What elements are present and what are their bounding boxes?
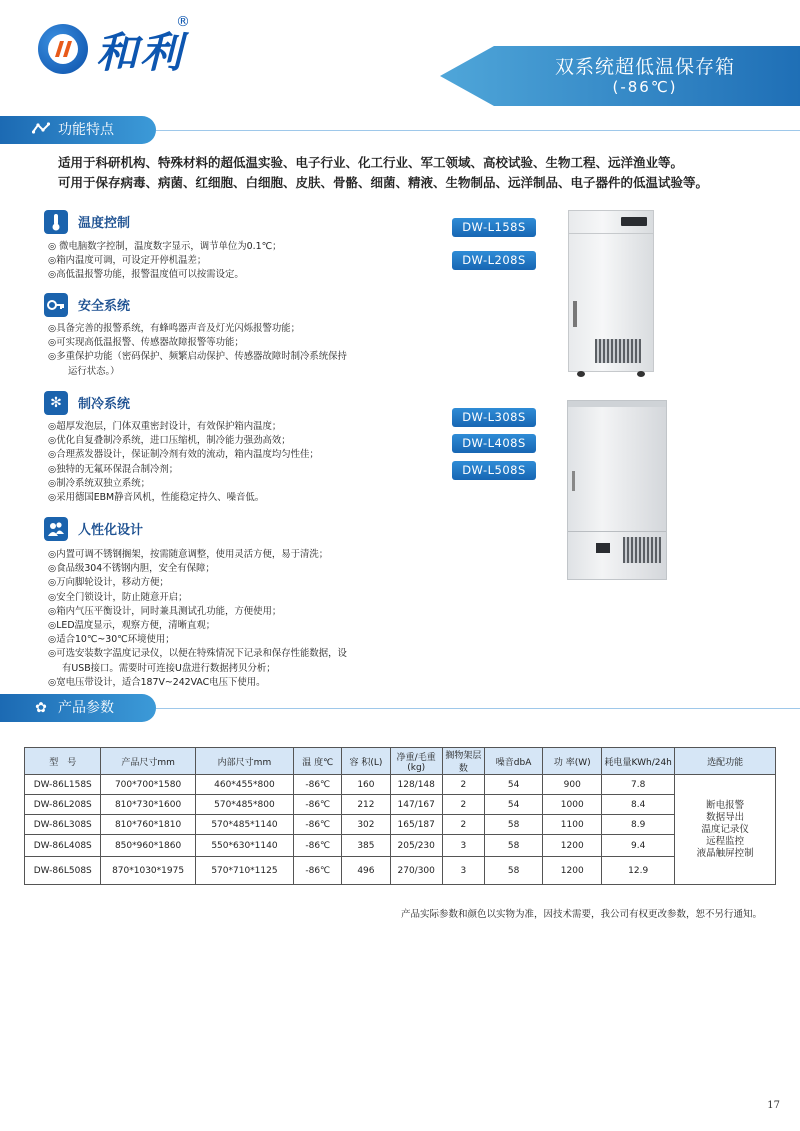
table-cell: -86℃ <box>294 815 342 835</box>
table-cell: 160 <box>342 775 390 795</box>
snowflake-icon: ✻ <box>44 391 68 415</box>
features-icon <box>30 116 52 144</box>
column-header: 内部尺寸mm <box>195 748 293 775</box>
table-cell: 2 <box>442 775 484 795</box>
model-tag: DW-L408S <box>452 434 536 453</box>
table-cell: 1000 <box>543 795 602 815</box>
table-header-row <box>25 748 776 775</box>
section-divider <box>156 708 800 709</box>
table-cell: 385 <box>342 835 390 857</box>
table-cell: 1100 <box>543 815 602 835</box>
table-cell: 570*710*1125 <box>195 857 293 885</box>
table-cell: 58 <box>484 815 543 835</box>
feature-safety-list <box>48 322 347 379</box>
table-cell: 205/230 <box>390 835 442 857</box>
table-cell: DW-86L308S <box>25 815 101 835</box>
section-features-header <box>0 116 156 144</box>
model-tag: DW-L208S <box>452 251 536 270</box>
list-item: ◎箱内气压平衡设计，同时兼具测试孔功能，方便使用； <box>48 605 282 617</box>
column-header: 耗电量KWh/24h <box>602 748 675 775</box>
feature-cooling-list <box>48 420 319 505</box>
users-icon <box>44 517 68 541</box>
list-item: ◎宽电压带设计，适合187V~242VAC电压下使用。 <box>48 676 266 688</box>
list-item: ◎优化自复叠制冷系统，进口压缩机，制冷能力强劲高效； <box>48 435 291 447</box>
list-item: ◎采用德国EBM静音风机，性能稳定持久、噪音低。 <box>48 492 265 504</box>
brand-logo-text: 和利 <box>96 28 185 77</box>
registered-mark: ® <box>176 14 190 30</box>
table-cell: -86℃ <box>294 795 342 815</box>
table-cell: 496 <box>342 857 390 885</box>
table-cell: -86℃ <box>294 835 342 857</box>
params-table <box>24 747 776 885</box>
page-subtitle: (-86℃) <box>612 78 678 96</box>
list-item: ◎适合10℃~30℃环境使用； <box>48 634 175 646</box>
column-header: 噪音dbA <box>484 748 543 775</box>
table-cell: 810*730*1600 <box>101 795 195 815</box>
table-cell: 570*485*1140 <box>195 815 293 835</box>
options-cell <box>675 775 776 885</box>
option-item: 远程监控 <box>706 835 745 847</box>
table-cell: 212 <box>342 795 390 815</box>
table-row <box>25 857 776 885</box>
option-item: 断电报警 <box>706 799 745 811</box>
list-item: ◎制冷系统双独立系统； <box>48 477 150 489</box>
table-cell: DW-86L158S <box>25 775 101 795</box>
table-cell: 12.9 <box>602 857 675 885</box>
table-cell: 3 <box>442 857 484 885</box>
column-header: 搁物架层数 <box>442 748 484 775</box>
column-header: 功 率(W) <box>543 748 602 775</box>
table-cell: DW-86L408S <box>25 835 101 857</box>
feature-design-header <box>44 517 344 543</box>
table-cell: 1200 <box>543 857 602 885</box>
gear-icon: ✿ <box>35 700 47 716</box>
table-row <box>25 815 776 835</box>
list-item: ◎多重保护功能（密码保护、频繁启动保护、传感器故障时制冷系统保持 <box>48 351 347 363</box>
list-item: ◎可实现高低温报警、传感器故障报警等功能； <box>48 337 244 349</box>
list-item: ◎超厚发泡层，门体双重密封设计，有效保护箱内温度； <box>48 421 282 432</box>
table-cell: 54 <box>484 795 543 815</box>
table-cell: 58 <box>484 857 543 885</box>
table-cell: 302 <box>342 815 390 835</box>
section-divider <box>156 130 800 131</box>
list-item: ◎万向脚轮设计，移动方便； <box>48 577 169 589</box>
table-cell: DW-86L508S <box>25 857 101 885</box>
table-cell: 570*485*800 <box>195 795 293 815</box>
model-tag: DW-L508S <box>452 461 536 480</box>
list-item: ◎ 微电脑数字控制，温度数字显示，调节单位为0.1℃； <box>48 241 282 252</box>
list-item: ◎合理蒸发器设计，保证制冷剂有效的流动，箱内温度均匀性佳； <box>48 449 319 461</box>
table-cell: 270/300 <box>390 857 442 885</box>
list-item: ◎箱内温度可调，可设定开停机温差； <box>48 255 207 267</box>
column-header: 选配功能 <box>675 748 776 775</box>
table-cell: -86℃ <box>294 775 342 795</box>
list-item: 有USB接口。需要时可连接U盘进行数据拷贝分析； <box>62 662 276 674</box>
list-item: ◎可选安装数字温度记录仪，以便在特殊情况下记录和保存性能数据，设 <box>48 648 347 660</box>
table-cell: 8.4 <box>602 795 675 815</box>
freezer-image-small <box>568 210 654 372</box>
intro-line-1: 适用于科研机构、特殊材料的超低温实验、电子行业、化工行业、军工领域、高校试验、生物工程、远洋渔业等。 <box>58 155 684 170</box>
table-cell: 7.8 <box>602 775 675 795</box>
feature-title: 安全系统 <box>78 299 131 314</box>
section-params-header <box>0 694 156 722</box>
table-cell: -86℃ <box>294 857 342 885</box>
brand-logo-icon <box>38 24 88 74</box>
list-item: 运行状态。） <box>68 365 120 377</box>
feature-title: 人性化设计 <box>78 523 144 538</box>
table-cell: 2 <box>442 795 484 815</box>
column-header: 型 号 <box>25 748 101 775</box>
model-tag: DW-L158S <box>452 218 536 237</box>
column-header: 净重/毛重(kg) <box>390 748 442 775</box>
key-icon <box>44 293 68 317</box>
table-cell: 550*630*1140 <box>195 835 293 857</box>
table-cell: 850*960*1860 <box>101 835 195 857</box>
section-features-title: 功能特点 <box>58 122 114 138</box>
list-item: ◎具备完善的报警系统，有蜂鸣器声音及灯光闪烁报警功能； <box>48 323 300 334</box>
section-params-title: 产品参数 <box>58 700 114 716</box>
feature-safety-header <box>44 293 344 319</box>
table-cell: 3 <box>442 835 484 857</box>
option-item: 温度记录仪 <box>701 823 749 835</box>
model-tag: DW-L308S <box>452 408 536 427</box>
table-row <box>25 775 776 795</box>
option-item: 液晶触屏控制 <box>696 847 754 859</box>
freezer-image-large <box>567 400 667 580</box>
feature-title: 制冷系统 <box>78 397 131 412</box>
list-item: ◎高低温报警功能，报警温度值可以按需设定。 <box>48 269 244 281</box>
table-cell: 900 <box>543 775 602 795</box>
table-cell: 128/148 <box>390 775 442 795</box>
table-cell: 9.4 <box>602 835 675 857</box>
table-cell: 1200 <box>543 835 602 857</box>
column-header: 产品尺寸mm <box>101 748 195 775</box>
table-row <box>25 835 776 857</box>
feature-temperature-header <box>44 210 344 236</box>
table-cell: 460*455*800 <box>195 775 293 795</box>
list-item: ◎内置可调不锈钢搁架，按需随意调整，使用灵活方便，易于清洗； <box>48 549 329 560</box>
table-cell: DW-86L208S <box>25 795 101 815</box>
list-item: ◎食品级304不锈钢内胆，安全有保障； <box>48 563 215 575</box>
footnote: 产品实际参数和颜色以实物为准，因技术需要，我公司有权更改参数，恕不另行通知。 <box>400 909 762 920</box>
table-cell: 165/187 <box>390 815 442 835</box>
feature-design-list <box>48 548 347 690</box>
table-cell: 147/167 <box>390 795 442 815</box>
thermometer-icon <box>44 210 68 234</box>
table-cell: 8.9 <box>602 815 675 835</box>
table-cell: 54 <box>484 775 543 795</box>
intro-line-2: 可用于保存病毒、病菌、红细胞、白细胞、皮肤、骨骼、细菌、精液、生物制品、远洋制品、电子器件的低温试验等。 <box>58 175 709 190</box>
table-cell: 2 <box>442 815 484 835</box>
list-item: ◎安全门锁设计，防止随意开启； <box>48 591 188 603</box>
table-cell: 810*760*1810 <box>101 815 195 835</box>
page-number: 17 <box>767 1100 780 1111</box>
page-title: 双系统超低温保存箱 <box>554 56 735 78</box>
column-header: 温 度℃ <box>294 748 342 775</box>
feature-title: 温度控制 <box>78 216 131 231</box>
feature-cooling-header <box>44 391 344 417</box>
list-item: ◎独特的无氟环保混合制冷剂； <box>48 463 179 475</box>
column-header: 容 积(L) <box>342 748 390 775</box>
table-cell: 700*700*1580 <box>101 775 195 795</box>
table-cell: 870*1030*1975 <box>101 857 195 885</box>
option-item: 数据导出 <box>706 811 745 823</box>
table-cell: 58 <box>484 835 543 857</box>
feature-temperature-list <box>48 240 282 283</box>
list-item: ◎LED温度显示，观察方便，清晰直观； <box>48 620 216 632</box>
table-row <box>25 795 776 815</box>
